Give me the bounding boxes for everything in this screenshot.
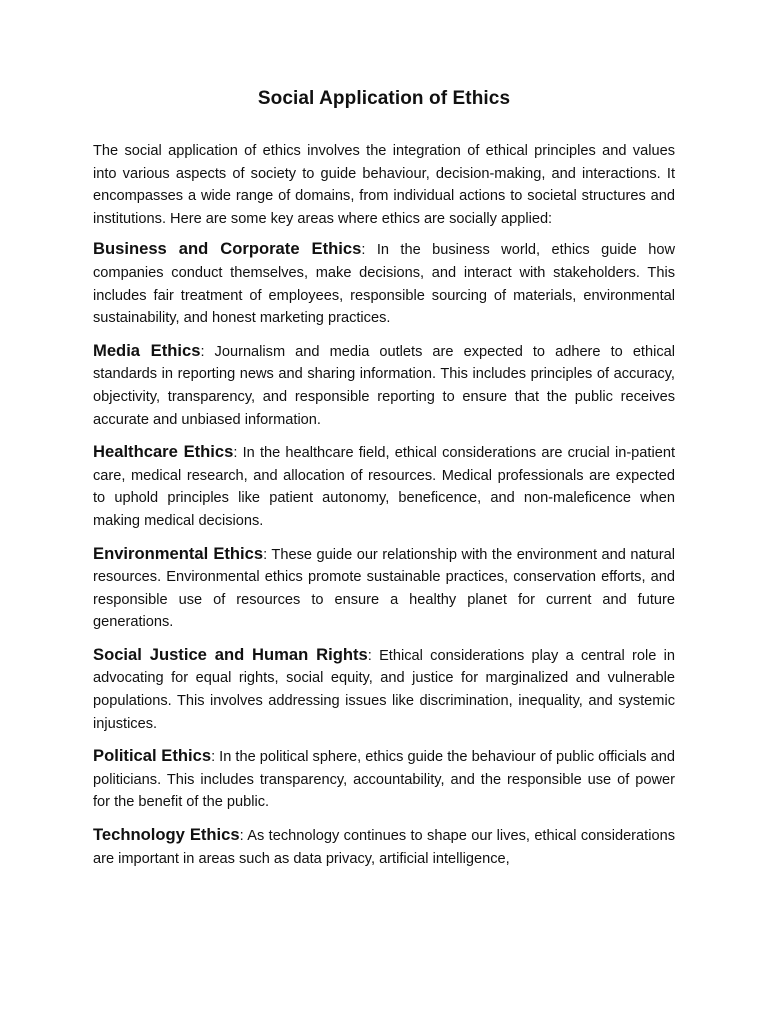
section-term: Healthcare Ethics (93, 442, 234, 462)
section-term: Media Ethics (93, 340, 201, 360)
section-social-justice (93, 644, 675, 735)
section-term: Technology Ethics (93, 825, 240, 845)
section-technology-ethics (93, 824, 675, 870)
section-term: Environmental Ethics (93, 543, 264, 563)
section-text: : In the healthcare field, ethical considerations are crucial in-patient care, medical research, and allocation of resources. Medical professionals are expected to uphold principles like patient autonomy, beneficence, and non-maleficence when making medical decisions. (93, 445, 676, 529)
section-business-ethics (93, 238, 675, 329)
section-term: Business and Corporate Ethics (93, 239, 362, 259)
section-text: : These guide our relationship with the environment and natural resources. Environmental ethics promote sustainable practices, conservation efforts, and responsible use of resources to ensure a healthy planet for current and future generations. (93, 546, 675, 631)
section-text: : In the business world, ethics guide how companies conduct themselves, make decisions, and interact with stakeholders. This includes fair treatment of employees, responsible sourcing of materials, environmental sustainability, and honest marketing practices. (93, 242, 676, 327)
section-term: Political Ethics (93, 746, 212, 766)
section-text: : Ethical considerations play a central role in advocating for equal rights, social equity, and justice for marginalized and vulnerable populations. This involves addressing issues like discrimination, inequality, and systemic injustices. (93, 647, 675, 732)
document-page (93, 88, 675, 880)
section-political-ethics (93, 745, 675, 814)
section-text: : In the political sphere, ethics guide the behaviour of public officials and politicians. This includes transparency, accountability, and the responsible use of power for the benefit of the public. (93, 749, 676, 811)
section-term: Social Justice and Human Rights (93, 644, 368, 664)
intro-paragraph: The social application of ethics involves the integration of ethical principles and values into various aspects of society to guide behaviour, decision-making, and interactions. It encompasses a wide range of domains, from individual actions to societal structures and institutions. Here are some key areas where ethics are socially applied: (93, 143, 675, 227)
section-media-ethics (93, 340, 675, 431)
section-text: : Journalism and media outlets are expected to adhere to ethical standards in reporting news and sharing information. This includes principles of accuracy, objectivity, transparency, and responsible reporting to ensure that the public receives accurate and unbiased information. (93, 343, 675, 428)
section-environmental-ethics (93, 543, 675, 634)
section-text: : As technology continues to shape our lives, ethical considerations are important in areas such as data privacy, artificial intelligence, (93, 828, 675, 867)
page-title: Social Application of Ethics (257, 88, 511, 109)
section-healthcare-ethics (93, 441, 675, 532)
